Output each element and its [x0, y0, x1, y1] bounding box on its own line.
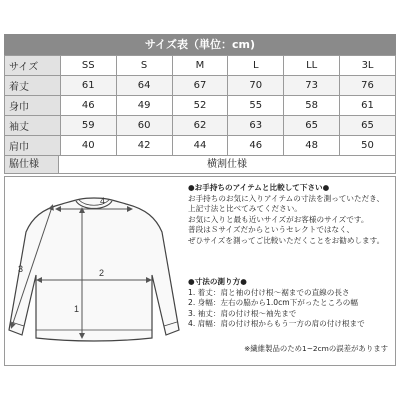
table-cell: 76 [340, 76, 396, 96]
size-table-header-row [5, 56, 396, 76]
row-label: 袖丈 [5, 116, 61, 136]
comparison-note [188, 183, 393, 247]
table-cell: 65 [284, 116, 340, 136]
table-cell: 73 [284, 76, 340, 96]
table-cell: 42 [116, 136, 172, 156]
header-cell: S [116, 56, 172, 76]
note-line: お気に入りと最も近いサイズがお客様のサイズです。 [188, 214, 369, 224]
row-label: 着丈 [5, 76, 61, 96]
guide-line: 2. 身幅：左右の脇から1.0cm下がったところの幅 [188, 298, 358, 308]
note-line: 普段はＳサイズだからというセレクトではなく、 [188, 225, 355, 235]
header-cell: SS [60, 56, 116, 76]
measure-label-3: 3 [18, 264, 24, 274]
sweatshirt-diagram [6, 180, 182, 355]
table-row [5, 136, 396, 156]
spec-label: 脇仕様 [5, 156, 59, 173]
table-cell: 65 [340, 116, 396, 136]
table-cell: 48 [284, 136, 340, 156]
measure-label-1: 1 [74, 304, 80, 314]
note-line: お手持ちのお気に入りアイテムの寸法を測っていただき、 [188, 193, 385, 203]
table-cell: 64 [116, 76, 172, 96]
size-table [4, 55, 396, 156]
table-cell: 49 [116, 96, 172, 116]
header-cell: L [228, 56, 284, 76]
table-cell: 46 [228, 136, 284, 156]
comparison-note-title: ●お手持ちのアイテムと比較して下さい● [188, 183, 330, 192]
measuring-guide [188, 277, 393, 330]
table-cell: 52 [172, 96, 228, 116]
tolerance-footnote: ※繊維製品のため1~2cmの誤差があります [244, 344, 388, 353]
table-cell: 70 [228, 76, 284, 96]
note-line: ぜひサイズを測ってご比較いただくことをお勧めします。 [188, 235, 385, 245]
guide-line: 4. 肩幅：肩の付け根からもう一方の肩の付け根まで [188, 319, 365, 329]
guide-line: 1. 着丈：肩と袖の付け根～裾までの直線の長さ [188, 287, 350, 297]
table-cell: 60 [116, 116, 172, 136]
table-cell: 55 [228, 96, 284, 116]
table-cell: 44 [172, 136, 228, 156]
table-cell: 61 [340, 96, 396, 116]
table-cell: 59 [60, 116, 116, 136]
table-cell: 67 [172, 76, 228, 96]
measure-label-2: 2 [99, 268, 105, 278]
table-row [5, 76, 396, 96]
table-row [5, 116, 396, 136]
measure-label-4: 4 [100, 196, 106, 206]
table-cell: 61 [60, 76, 116, 96]
note-line: 上記寸法と比べてみてください。 [188, 204, 302, 214]
measuring-guide-title: ●寸法の測り方● [188, 277, 247, 286]
guide-line: 3. 袖丈：肩の付け根～袖先まで [188, 308, 297, 318]
table-cell: 58 [284, 96, 340, 116]
table-cell: 46 [60, 96, 116, 116]
table-row [5, 96, 396, 116]
header-cell: LL [284, 56, 340, 76]
side-seam-spec-row [4, 155, 396, 174]
table-cell: 62 [172, 116, 228, 136]
size-table-title: サイズ表（単位：cm) [4, 34, 396, 55]
header-cell: サイズ [5, 56, 61, 76]
header-cell: M [172, 56, 228, 76]
header-cell: 3L [340, 56, 396, 76]
row-label: 身巾 [5, 96, 61, 116]
table-cell: 63 [228, 116, 284, 136]
row-label: 肩巾 [5, 136, 61, 156]
table-cell: 40 [60, 136, 116, 156]
spec-value: 横割仕様 [207, 159, 247, 170]
table-cell: 50 [340, 136, 396, 156]
sweatshirt-outline [9, 198, 179, 341]
